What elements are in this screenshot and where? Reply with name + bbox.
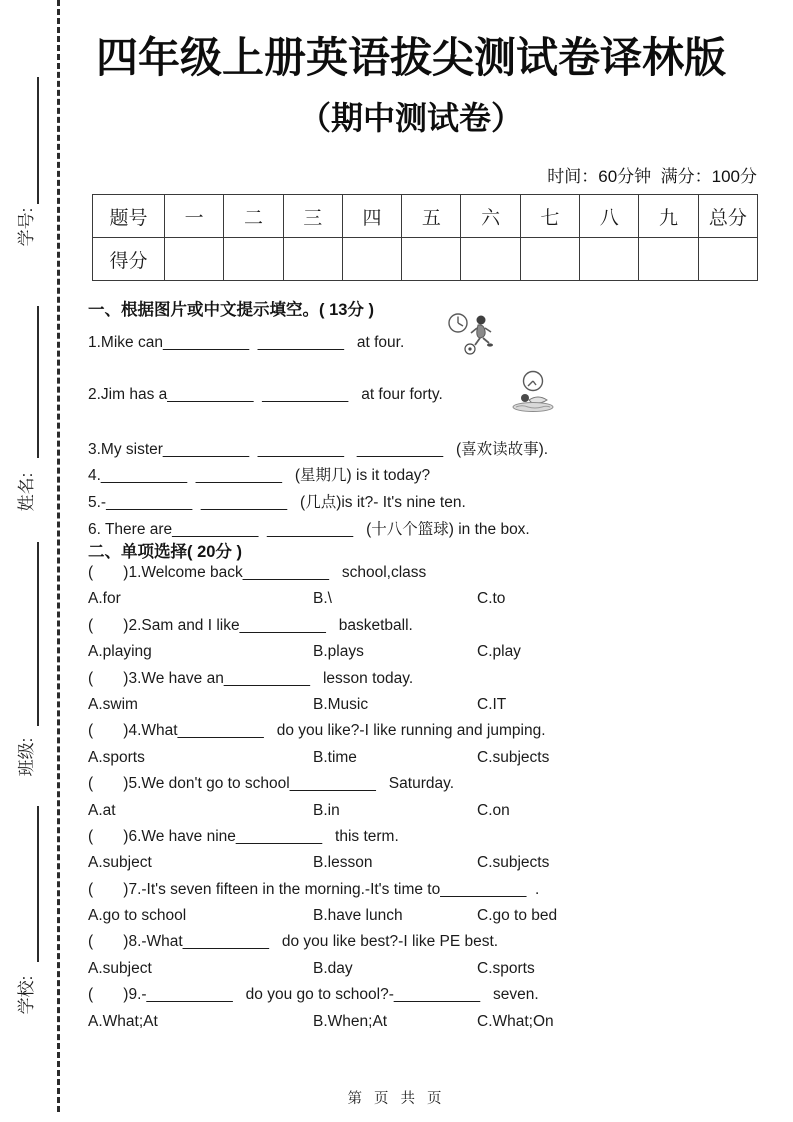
option-b: B.time xyxy=(313,748,357,766)
mc-options-4 xyxy=(88,745,772,771)
score-table xyxy=(92,194,758,281)
section1-heading xyxy=(88,296,374,320)
section2-score: ( 20分 ) xyxy=(187,543,243,561)
student-id-label: 学号: xyxy=(17,207,36,247)
option-c: C.subjects xyxy=(477,748,550,766)
score-cell xyxy=(580,238,639,281)
option-a: A.subject xyxy=(88,854,152,872)
swimmer-icon xyxy=(513,394,553,412)
mc-question-1: ( )1.Welcome back__________ school,class xyxy=(88,564,427,581)
mc-question-8: ( )8.-What__________ do you like best?-I like PE best. xyxy=(88,933,499,951)
mc-options-8 xyxy=(88,956,772,982)
option-a: A.What;At xyxy=(88,1012,158,1030)
option-b: B.\ xyxy=(313,590,332,608)
option-c: C.on xyxy=(477,801,510,819)
score-cell xyxy=(402,238,461,281)
option-a: A.swim xyxy=(88,695,138,713)
option-b: B.Music xyxy=(313,695,369,713)
option-c: C.play xyxy=(477,643,521,661)
header-col-7: 七 xyxy=(520,195,579,238)
fill-question-5: 5.-__________ __________ (几点)is it?- It's nine ten. xyxy=(88,494,466,511)
score-table-header-row xyxy=(93,195,758,238)
header-question-number: 题号 xyxy=(93,195,165,238)
score-table-score-row xyxy=(93,238,758,281)
mc-question-6: ( )6.We have nine__________ this term. xyxy=(88,827,399,845)
option-a: A.for xyxy=(88,590,121,608)
header-col-3: 三 xyxy=(283,195,342,238)
option-c: C.subjects xyxy=(477,854,550,872)
option-a: A.sports xyxy=(88,748,145,766)
name-label: 姓名: xyxy=(17,472,36,512)
fill-question-3: 3.My sister__________ __________ __________ (喜欢读故事). xyxy=(88,441,549,458)
header-col-1: 一 xyxy=(165,195,224,238)
section1-heading-text: 一、根据图片或中文提示填空。 xyxy=(88,301,319,319)
score-cell xyxy=(461,238,520,281)
class-blank-line xyxy=(37,542,39,726)
score-cell xyxy=(224,238,283,281)
mc-question-7: ( )7.-It's seven fifteen in the morning.-It's time to__________ . xyxy=(88,880,540,898)
name-blank-line xyxy=(37,306,39,458)
option-a: A.subject xyxy=(88,959,152,977)
question1-picture xyxy=(446,312,504,365)
clock-four-oclock-icon xyxy=(449,314,467,332)
fill-question-2: 2.Jim has a__________ __________ at four forty. xyxy=(88,386,443,403)
option-c: C.IT xyxy=(477,695,507,713)
class-label: 班级: xyxy=(17,737,36,777)
option-c: C.go to bed xyxy=(477,907,558,925)
mc-question-9: ( )9.-__________ do you go to school?-__________ seven. xyxy=(88,986,539,1004)
mc-options-2 xyxy=(88,639,772,665)
score-cell xyxy=(698,238,757,281)
mc-question-3: ( )3.We have an__________ lesson today. xyxy=(88,669,414,687)
time-and-score-note: 时间：60分钟 满分：100分 xyxy=(547,167,757,186)
mc-options-7 xyxy=(88,903,772,929)
mc-options-1 xyxy=(88,586,772,612)
score-cell xyxy=(283,238,342,281)
mc-question-5: ( )5.We don't go to school__________ Saturday. xyxy=(88,775,455,793)
paper-title: 四年级上册英语拔尖测试卷译林版 xyxy=(95,34,726,81)
mc-options-6 xyxy=(88,850,772,876)
header-col-8: 八 xyxy=(580,195,639,238)
option-c: C.What;On xyxy=(477,1012,554,1030)
option-b: B.lesson xyxy=(313,854,373,872)
option-b: B.When;At xyxy=(313,1012,388,1030)
student-id-blank-line xyxy=(37,77,39,204)
fill-question-4: 4.__________ __________ (星期几) is it today? xyxy=(88,467,431,484)
score-cell xyxy=(165,238,224,281)
multiple-choice-block xyxy=(88,560,772,1035)
section2-heading xyxy=(88,538,242,562)
mc-options-9 xyxy=(88,1009,772,1035)
option-c: C.sports xyxy=(477,959,535,977)
score-cell xyxy=(342,238,401,281)
option-c: C.to xyxy=(477,590,506,608)
header-col-6: 六 xyxy=(461,195,520,238)
option-b: B.have lunch xyxy=(313,907,403,925)
option-b: B.in xyxy=(313,801,340,819)
mc-question-2: ( )2.Sam and I like__________ basketball. xyxy=(88,616,413,634)
score-row-label: 得分 xyxy=(93,238,165,281)
fill-question-1: 1.Mike can__________ __________ at four. xyxy=(88,334,405,351)
question2-picture xyxy=(508,370,558,423)
section2-heading-text: 二、单项选择 xyxy=(88,543,187,561)
option-a: A.at xyxy=(88,801,116,819)
mc-question-4: ( )4.What__________ do you like?-I like running and jumping. xyxy=(88,722,546,740)
school-blank-line xyxy=(37,806,39,962)
option-b: B.plays xyxy=(313,643,364,661)
section1-score: ( 13分 ) xyxy=(319,301,375,319)
option-a: A.go to school xyxy=(88,907,187,925)
header-col-9: 九 xyxy=(639,195,698,238)
clock-four-forty-icon xyxy=(524,372,543,391)
header-col-4: 四 xyxy=(342,195,401,238)
school-label: 学校: xyxy=(17,975,36,1015)
header-total: 总分 xyxy=(698,195,757,238)
paper-subtitle: （期中测试卷） xyxy=(298,100,523,136)
score-cell xyxy=(520,238,579,281)
fill-question-6: 6. There are__________ __________ (十八个篮球) in the box. xyxy=(88,521,530,538)
mc-options-3 xyxy=(88,692,772,718)
mc-options-5 xyxy=(88,798,772,824)
seal-dashed-line xyxy=(57,0,60,1112)
football-boy-icon xyxy=(465,316,493,355)
score-cell xyxy=(639,238,698,281)
header-col-2: 二 xyxy=(224,195,283,238)
header-col-5: 五 xyxy=(402,195,461,238)
option-a: A.playing xyxy=(88,643,152,661)
page-number-footer: 第 页 共 页 xyxy=(347,1091,446,1107)
option-b: B.day xyxy=(313,959,353,977)
